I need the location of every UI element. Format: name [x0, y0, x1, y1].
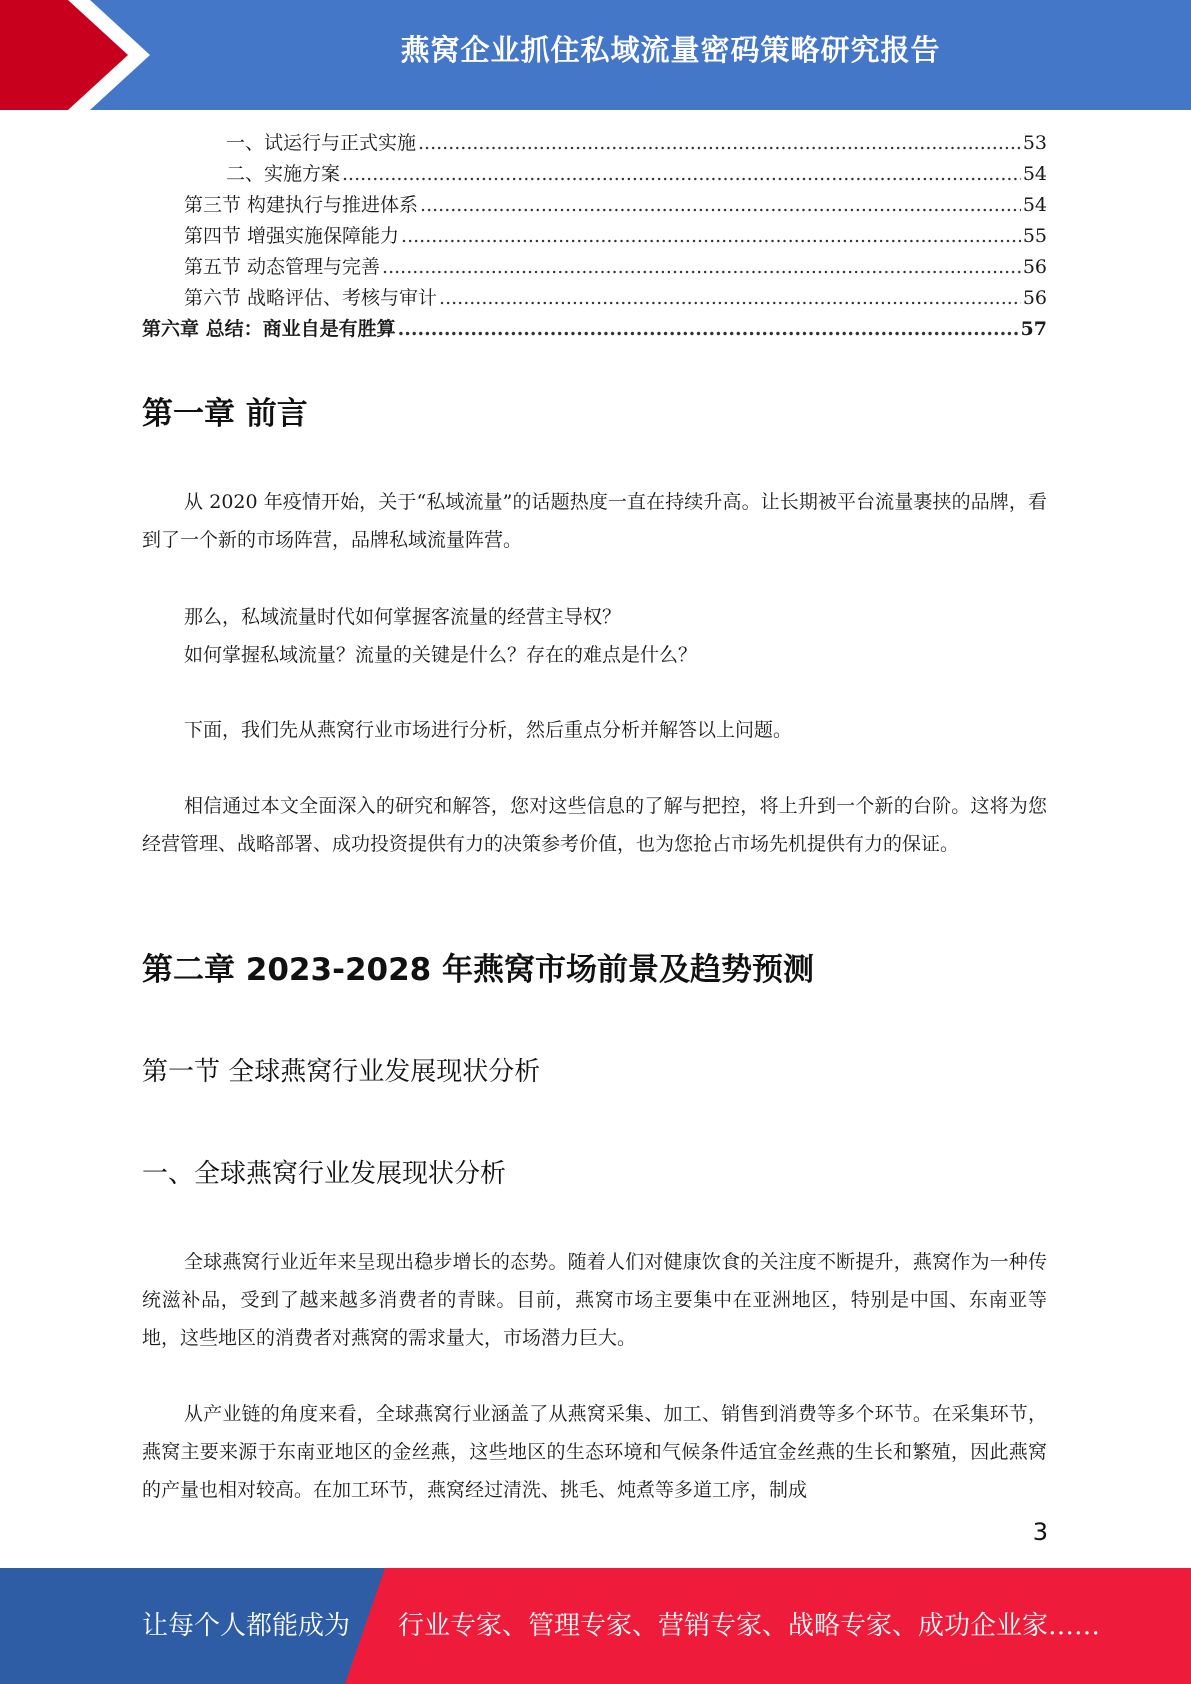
toc-entry-label: 第五节 动态管理与完善 — [184, 256, 381, 278]
toc-leader-dots — [382, 252, 1021, 283]
header-banner — [0, 0, 1191, 110]
toc-entry-page: 56 — [1022, 287, 1047, 309]
page-number: 3 — [1032, 1518, 1048, 1546]
paragraph-line: 那么，私域流量时代如何掌握客流量的经营主导权？ — [184, 606, 622, 628]
toc-entry-label: 第四节 增强实施保障能力 — [184, 225, 400, 247]
toc-entry[interactable] — [142, 221, 1047, 252]
chapter-heading: 第一章 前言 — [142, 396, 308, 432]
toc-entry-label: 二、实施方案 — [226, 163, 341, 185]
toc-leader-dots — [401, 221, 1021, 252]
section-heading: 第一节 全球燕窝行业发展现状分析 — [142, 1057, 541, 1087]
toc-entry-page: 54 — [1022, 194, 1047, 216]
toc-entry-page: 57 — [1020, 318, 1047, 340]
toc-entry-label: 一、试运行与正式实施 — [226, 132, 417, 154]
paragraph-line: 如何掌握私域流量？流量的关键是什么？存在的难点是什么？ — [184, 644, 698, 666]
subsection-heading: 一、全球燕窝行业发展现状分析 — [142, 1159, 507, 1189]
footer-slogan-left: 让每个人都能成为 — [142, 1611, 351, 1641]
chapter-heading: 第二章 2023-2028 年燕窝市场前景及趋势预测 — [142, 952, 815, 988]
toc-entry-page: 55 — [1022, 225, 1047, 247]
toc-entry-label: 第六章 总结：商业自是有胜算 — [142, 318, 396, 340]
toc-entry-page: 56 — [1022, 256, 1047, 278]
table-of-contents — [142, 128, 1047, 345]
paragraph: 全球燕窝行业近年来呈现出稳步增长的态势。随着人们对健康饮食的关注度不断提升，燕窝作为一种传统滋补品，受到了越来越多消费者的青睐。目前，燕窝市场主要集中在亚洲地区，特别是中国、东南亚等地，这些地区的消费者对燕窝的需求量大，市场潜力巨大。 — [142, 1251, 1047, 1349]
toc-entry[interactable] — [142, 252, 1047, 283]
paragraph: 从产业链的角度来看，全球燕窝行业涵盖了从燕窝采集、加工、销售到消费等多个环节。在采集环节，燕窝主要来源于东南亚地区的金丝燕，这些地区的生态环境和气候条件适宜金丝燕的生长和繁殖，因此燕窝的产量也相对较高。在加工环节，燕窝经过清洗、挑毛、炖煮等多道工序，制成 — [142, 1403, 1047, 1501]
toc-entry[interactable] — [142, 128, 1047, 159]
toc-leader-dots — [398, 314, 1019, 345]
toc-entry[interactable] — [142, 159, 1047, 190]
toc-entry[interactable] — [142, 283, 1047, 314]
toc-entry-page: 53 — [1022, 132, 1047, 154]
toc-entry-label: 第三节 构建执行与推进体系 — [184, 194, 419, 216]
document-title: 燕窝企业抓住私域流量密码策略研究报告 — [400, 33, 941, 67]
toc-leader-dots — [342, 159, 1021, 190]
toc-leader-dots — [418, 128, 1021, 159]
toc-entry-page: 54 — [1022, 163, 1047, 185]
paragraph-line: 下面，我们先从燕窝行业市场进行分析，然后重点分析并解答以上问题。 — [184, 719, 793, 741]
paragraph: 相信通过本文全面深入的研究和解答，您对这些信息的了解与把控，将上升到一个新的台阶。这将为您经营管理、战略部署、成功投资提供有力的决策参考价值，也为您抢占市场先机提供有力的保证。 — [142, 795, 1047, 855]
footer-banner — [0, 1568, 1191, 1684]
footer-slogan-right: 行业专家、管理专家、营销专家、战略专家、成功企业家…… — [398, 1611, 1101, 1641]
toc-entry-chapter[interactable] — [142, 314, 1047, 345]
toc-leader-dots — [439, 283, 1021, 314]
toc-entry[interactable] — [142, 190, 1047, 221]
paragraph: 从 2020 年疫情开始，关于“私域流量”的话题热度一直在持续升高。让长期被平台流量裹挟的品牌，看到了一个新的市场阵营，品牌私域流量阵营。 — [142, 491, 1047, 551]
toc-entry-label: 第六节 战略评估、考核与审计 — [184, 287, 438, 309]
toc-leader-dots — [420, 190, 1021, 221]
